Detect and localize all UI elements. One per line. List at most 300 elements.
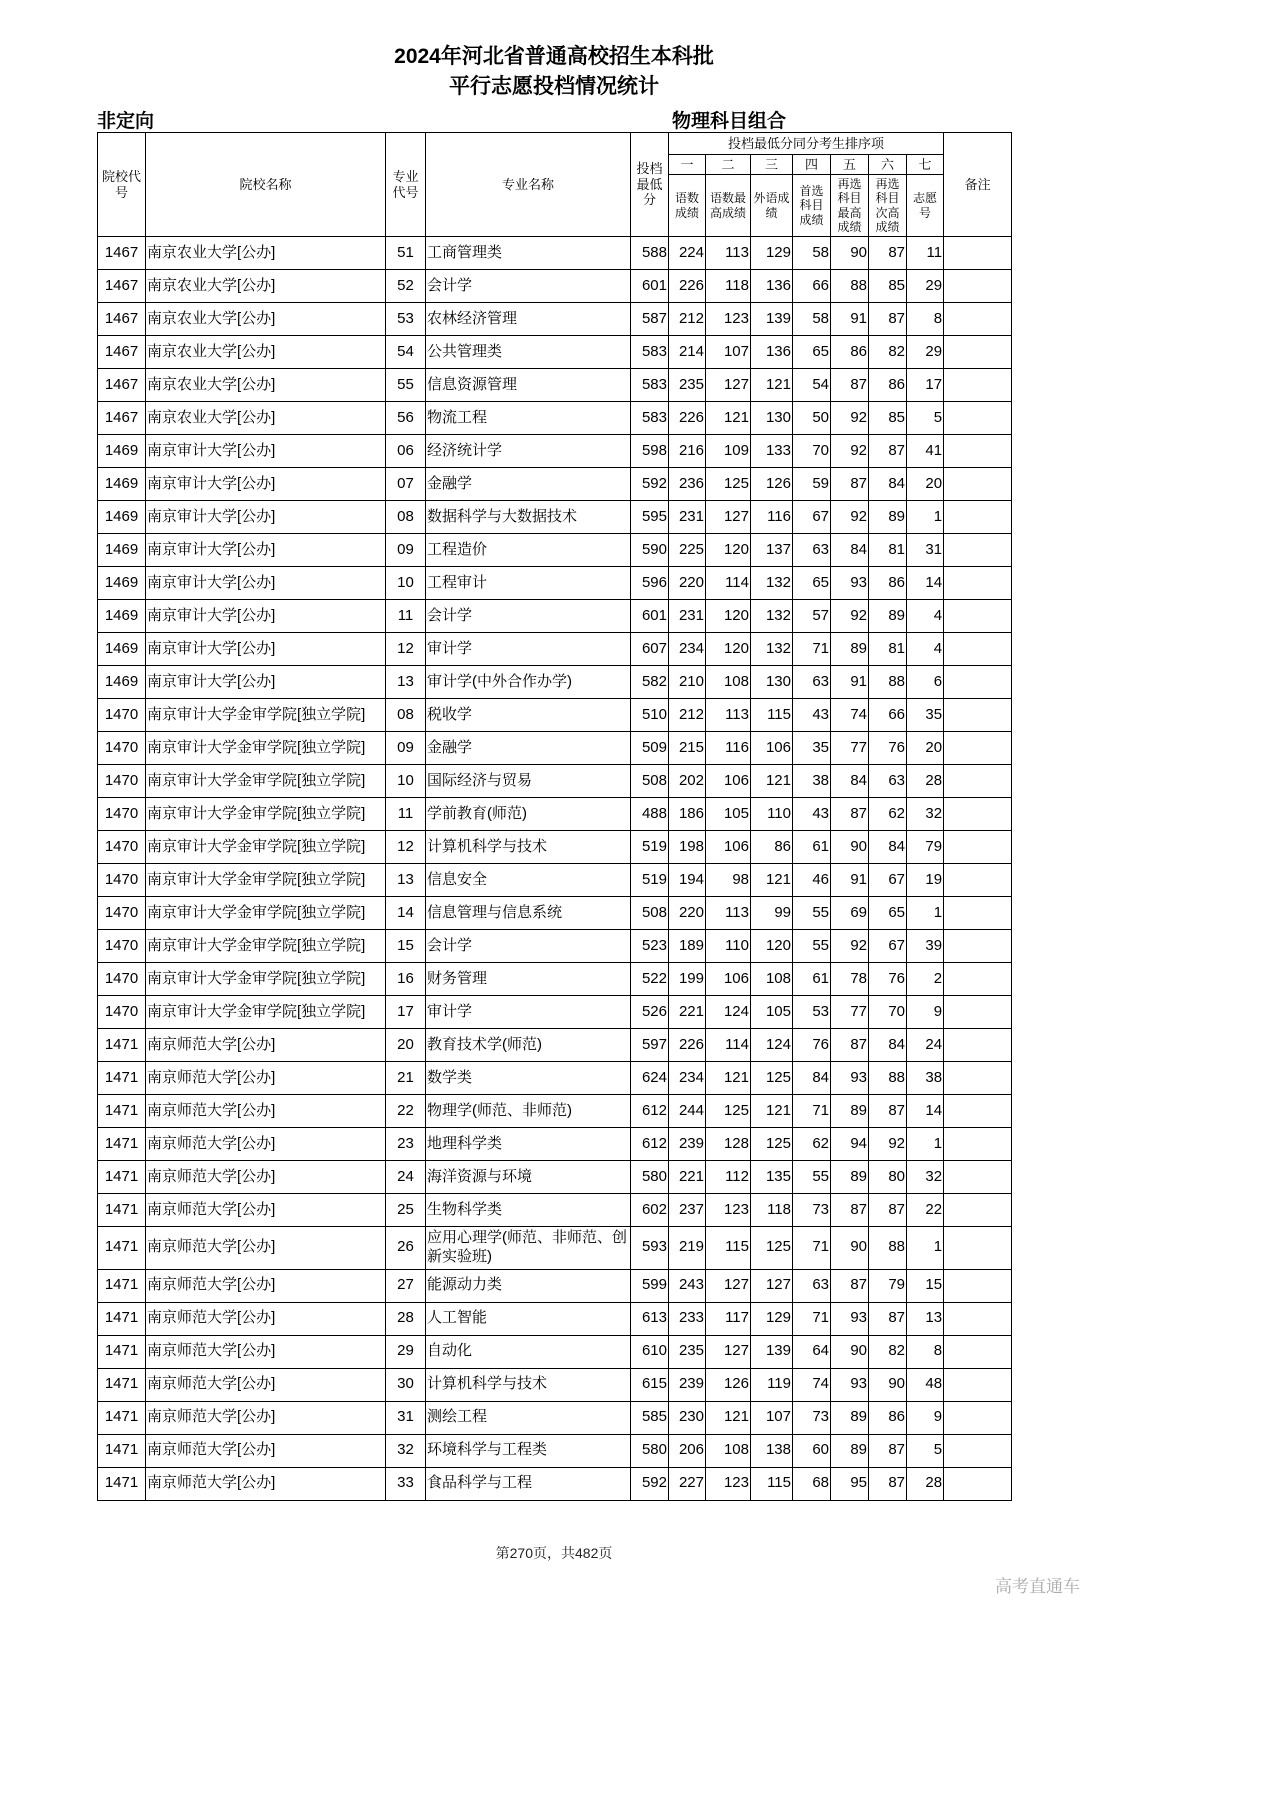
table-row <box>98 897 1012 930</box>
cell-tb1-score: 230 <box>669 1401 706 1434</box>
table-row <box>98 1095 1012 1128</box>
cell-college-name: 南京审计大学[公办] <box>146 468 386 501</box>
col-college-code: 院校代号 <box>98 133 146 237</box>
cell-tb5-score: 90 <box>831 831 869 864</box>
cell-tb2-score: 127 <box>706 1269 751 1302</box>
cell-college-name: 南京师范大学[公办] <box>146 1335 386 1368</box>
cell-tb4-score: 71 <box>793 1095 831 1128</box>
cell-college-code: 1467 <box>98 270 146 303</box>
col-min-score: 投档最低分 <box>631 133 669 237</box>
cell-tb6-score: 90 <box>869 1368 907 1401</box>
cell-college-code: 1471 <box>98 1368 146 1401</box>
cell-college-code: 1471 <box>98 1401 146 1434</box>
cell-choice-number: 38 <box>907 1062 944 1095</box>
cell-tb3-score: 139 <box>751 303 793 336</box>
table-row <box>98 996 1012 1029</box>
cell-tb6-score: 67 <box>869 930 907 963</box>
cell-major-name: 会计学 <box>426 930 631 963</box>
cell-tb2-score: 121 <box>706 1401 751 1434</box>
cell-tb4-score: 43 <box>793 798 831 831</box>
cell-major-code: 33 <box>386 1467 426 1500</box>
subheader <box>97 104 1011 132</box>
cell-tb3-score: 99 <box>751 897 793 930</box>
cell-college-name: 南京师范大学[公办] <box>146 1302 386 1335</box>
cell-major-code: 10 <box>386 567 426 600</box>
cell-tb4-score: 55 <box>793 930 831 963</box>
cell-tb2-score: 106 <box>706 831 751 864</box>
cell-college-name: 南京农业大学[公办] <box>146 402 386 435</box>
page-content <box>97 42 1011 1563</box>
cell-college-name: 南京师范大学[公办] <box>146 1401 386 1434</box>
cell-major-name: 经济统计学 <box>426 435 631 468</box>
cell-choice-number: 32 <box>907 798 944 831</box>
cell-major-code: 21 <box>386 1062 426 1095</box>
cell-tb6-score: 87 <box>869 1095 907 1128</box>
cell-college-name: 南京师范大学[公办] <box>146 1467 386 1500</box>
cell-college-name: 南京师范大学[公办] <box>146 1269 386 1302</box>
cell-college-code: 1471 <box>98 1161 146 1194</box>
cell-choice-number: 39 <box>907 930 944 963</box>
cell-college-name: 南京师范大学[公办] <box>146 1227 386 1270</box>
cell-major-code: 06 <box>386 435 426 468</box>
cell-tb4-score: 70 <box>793 435 831 468</box>
cell-tb3-score: 130 <box>751 666 793 699</box>
cell-tb1-score: 231 <box>669 501 706 534</box>
cell-min-score: 599 <box>631 1269 669 1302</box>
rank-num-3: 三 <box>751 155 793 175</box>
cell-tb1-score: 214 <box>669 336 706 369</box>
cell-tb5-score: 94 <box>831 1128 869 1161</box>
cell-tb5-score: 87 <box>831 798 869 831</box>
cell-major-code: 08 <box>386 699 426 732</box>
cell-choice-number: 2 <box>907 963 944 996</box>
cell-college-name: 南京师范大学[公办] <box>146 1194 386 1227</box>
cell-tb5-score: 87 <box>831 369 869 402</box>
cell-tb2-score: 115 <box>706 1227 751 1270</box>
cell-tb4-score: 61 <box>793 963 831 996</box>
cell-choice-number: 79 <box>907 831 944 864</box>
cell-tb2-score: 98 <box>706 864 751 897</box>
table-row <box>98 1128 1012 1161</box>
cell-tb5-score: 87 <box>831 1194 869 1227</box>
cell-college-code: 1469 <box>98 633 146 666</box>
cell-tb4-score: 71 <box>793 1227 831 1270</box>
cell-tb6-score: 87 <box>869 1302 907 1335</box>
cell-choice-number: 9 <box>907 996 944 1029</box>
cell-tb5-score: 87 <box>831 468 869 501</box>
cell-tb4-score: 62 <box>793 1128 831 1161</box>
table-row <box>98 1062 1012 1095</box>
cell-tb5-score: 77 <box>831 732 869 765</box>
cell-college-name: 南京审计大学[公办] <box>146 435 386 468</box>
cell-major-name: 应用心理学(师范、非师范、创新实验班) <box>426 1227 631 1270</box>
col-major-code: 专业代号 <box>386 133 426 237</box>
cell-tb3-score: 121 <box>751 765 793 798</box>
cell-college-name: 南京农业大学[公办] <box>146 336 386 369</box>
cell-major-name: 物理学(师范、非师范) <box>426 1095 631 1128</box>
cell-college-name: 南京审计大学[公办] <box>146 633 386 666</box>
cell-college-name: 南京审计大学金审学院[独立学院] <box>146 765 386 798</box>
cell-remark <box>944 1095 1012 1128</box>
cell-major-code: 12 <box>386 633 426 666</box>
cell-tb1-score: 221 <box>669 1161 706 1194</box>
cell-min-score: 587 <box>631 303 669 336</box>
cell-min-score: 596 <box>631 567 669 600</box>
cell-tb6-score: 85 <box>869 270 907 303</box>
cell-tb5-score: 87 <box>831 1029 869 1062</box>
cell-major-code: 09 <box>386 732 426 765</box>
cell-tb3-score: 121 <box>751 1095 793 1128</box>
table-row <box>98 1161 1012 1194</box>
cell-college-name: 南京审计大学金审学院[独立学院] <box>146 732 386 765</box>
doc-title-line1: 2024年河北省普通高校招生本科批 <box>394 45 714 68</box>
table-row <box>98 270 1012 303</box>
cell-choice-number: 32 <box>907 1161 944 1194</box>
cell-remark <box>944 1194 1012 1227</box>
cell-major-name: 农林经济管理 <box>426 303 631 336</box>
cell-tb1-score: 243 <box>669 1269 706 1302</box>
cell-tb6-score: 65 <box>869 897 907 930</box>
cell-choice-number: 28 <box>907 1467 944 1500</box>
cell-major-code: 20 <box>386 1029 426 1062</box>
cell-remark <box>944 567 1012 600</box>
cell-major-name: 能源动力类 <box>426 1269 631 1302</box>
cell-college-name: 南京农业大学[公办] <box>146 369 386 402</box>
cell-college-name: 南京审计大学金审学院[独立学院] <box>146 699 386 732</box>
cell-tb3-score: 126 <box>751 468 793 501</box>
cell-min-score: 601 <box>631 270 669 303</box>
cell-choice-number: 48 <box>907 1368 944 1401</box>
cell-tb1-score: 225 <box>669 534 706 567</box>
cell-choice-number: 1 <box>907 1227 944 1270</box>
cell-tb2-score: 125 <box>706 468 751 501</box>
cell-tb1-score: 226 <box>669 402 706 435</box>
cell-remark <box>944 1335 1012 1368</box>
table-row <box>98 765 1012 798</box>
cell-tb1-score: 199 <box>669 963 706 996</box>
table-row <box>98 1467 1012 1500</box>
cell-tb2-score: 127 <box>706 369 751 402</box>
cell-tb2-score: 118 <box>706 270 751 303</box>
cell-choice-number: 1 <box>907 501 944 534</box>
cell-major-name: 测绘工程 <box>426 1401 631 1434</box>
cell-college-name: 南京审计大学[公办] <box>146 600 386 633</box>
cell-college-code: 1469 <box>98 435 146 468</box>
cell-choice-number: 22 <box>907 1194 944 1227</box>
cell-college-name: 南京审计大学金审学院[独立学院] <box>146 963 386 996</box>
cell-choice-number: 4 <box>907 633 944 666</box>
cell-tb5-score: 78 <box>831 963 869 996</box>
cell-college-code: 1470 <box>98 765 146 798</box>
cell-tb5-score: 88 <box>831 270 869 303</box>
table-row <box>98 831 1012 864</box>
cell-tb6-score: 87 <box>869 1467 907 1500</box>
cell-remark <box>944 435 1012 468</box>
cell-major-name: 税收学 <box>426 699 631 732</box>
cell-tb5-score: 92 <box>831 435 869 468</box>
cell-college-code: 1467 <box>98 369 146 402</box>
cell-tb4-score: 58 <box>793 237 831 270</box>
cell-min-score: 598 <box>631 435 669 468</box>
cell-tb6-score: 70 <box>869 996 907 1029</box>
cell-college-code: 1471 <box>98 1269 146 1302</box>
cell-college-code: 1467 <box>98 336 146 369</box>
cell-college-code: 1470 <box>98 798 146 831</box>
cell-college-name: 南京审计大学金审学院[独立学院] <box>146 831 386 864</box>
cell-remark <box>944 765 1012 798</box>
cell-tb5-score: 92 <box>831 501 869 534</box>
table-header <box>98 133 1012 237</box>
cell-major-name: 自动化 <box>426 1335 631 1368</box>
cell-tb5-score: 93 <box>831 1062 869 1095</box>
cell-tb2-score: 109 <box>706 435 751 468</box>
table-row <box>98 468 1012 501</box>
cell-college-name: 南京审计大学[公办] <box>146 501 386 534</box>
cell-tb4-score: 65 <box>793 336 831 369</box>
cell-tb1-score: 210 <box>669 666 706 699</box>
cell-remark <box>944 1128 1012 1161</box>
cell-choice-number: 31 <box>907 534 944 567</box>
cell-tb1-score: 237 <box>669 1194 706 1227</box>
cell-college-code: 1471 <box>98 1062 146 1095</box>
cell-tb1-score: 221 <box>669 996 706 1029</box>
cell-tb5-score: 89 <box>831 633 869 666</box>
cell-tb2-score: 123 <box>706 1467 751 1500</box>
cell-choice-number: 15 <box>907 1269 944 1302</box>
cell-tb4-score: 67 <box>793 501 831 534</box>
cell-tb5-score: 69 <box>831 897 869 930</box>
cell-tb6-score: 89 <box>869 501 907 534</box>
cell-remark <box>944 732 1012 765</box>
cell-college-name: 南京审计大学金审学院[独立学院] <box>146 897 386 930</box>
cell-tb2-score: 125 <box>706 1095 751 1128</box>
cell-major-name: 计算机科学与技术 <box>426 831 631 864</box>
cell-major-code: 25 <box>386 1194 426 1227</box>
rank-num-7: 七 <box>907 155 944 175</box>
cell-tb3-score: 121 <box>751 369 793 402</box>
cell-major-name: 生物科学类 <box>426 1194 631 1227</box>
cell-tb6-score: 84 <box>869 1029 907 1062</box>
cell-college-code: 1469 <box>98 600 146 633</box>
cell-tb1-score: 206 <box>669 1434 706 1467</box>
subject-group-label: 物理科目组合 <box>672 111 787 132</box>
cell-tb3-score: 110 <box>751 798 793 831</box>
cell-college-name: 南京农业大学[公办] <box>146 303 386 336</box>
cell-tb2-score: 108 <box>706 666 751 699</box>
cell-college-code: 1470 <box>98 864 146 897</box>
cell-major-name: 财务管理 <box>426 963 631 996</box>
cell-tb6-score: 84 <box>869 468 907 501</box>
cell-choice-number: 8 <box>907 303 944 336</box>
cell-min-score: 590 <box>631 534 669 567</box>
cell-remark <box>944 864 1012 897</box>
cell-tb6-score: 87 <box>869 435 907 468</box>
cell-tb6-score: 84 <box>869 831 907 864</box>
cell-college-name: 南京师范大学[公办] <box>146 1128 386 1161</box>
cell-college-code: 1469 <box>98 666 146 699</box>
table-row <box>98 1227 1012 1270</box>
cell-min-score: 592 <box>631 468 669 501</box>
cell-tb3-score: 132 <box>751 633 793 666</box>
table-row <box>98 666 1012 699</box>
cell-college-name: 南京师范大学[公办] <box>146 1434 386 1467</box>
cell-tb6-score: 86 <box>869 567 907 600</box>
cell-tb6-score: 67 <box>869 864 907 897</box>
cell-tb6-score: 86 <box>869 1401 907 1434</box>
cell-tb3-score: 132 <box>751 567 793 600</box>
cell-tb2-score: 107 <box>706 336 751 369</box>
cell-tb1-score: 244 <box>669 1095 706 1128</box>
cell-remark <box>944 402 1012 435</box>
cell-college-code: 1470 <box>98 732 146 765</box>
cell-min-score: 580 <box>631 1434 669 1467</box>
cell-college-name: 南京审计大学[公办] <box>146 534 386 567</box>
cell-college-name: 南京农业大学[公办] <box>146 270 386 303</box>
cell-remark <box>944 699 1012 732</box>
cell-major-name: 公共管理类 <box>426 336 631 369</box>
cell-tb3-score: 139 <box>751 1335 793 1368</box>
table-row <box>98 1401 1012 1434</box>
cell-tb5-score: 90 <box>831 237 869 270</box>
cell-choice-number: 5 <box>907 1434 944 1467</box>
cell-tb1-score: 220 <box>669 897 706 930</box>
cell-college-name: 南京审计大学金审学院[独立学院] <box>146 930 386 963</box>
cell-college-code: 1467 <box>98 303 146 336</box>
cell-tb5-score: 90 <box>831 1335 869 1368</box>
cell-tb5-score: 84 <box>831 534 869 567</box>
cell-remark <box>944 963 1012 996</box>
table-row <box>98 567 1012 600</box>
cell-tb5-score: 93 <box>831 1368 869 1401</box>
cell-choice-number: 1 <box>907 897 944 930</box>
cell-tb2-score: 120 <box>706 600 751 633</box>
table-row <box>98 501 1012 534</box>
cell-major-code: 22 <box>386 1095 426 1128</box>
cell-remark <box>944 1227 1012 1270</box>
cell-tb4-score: 54 <box>793 369 831 402</box>
cell-tb3-score: 86 <box>751 831 793 864</box>
cell-major-name: 会计学 <box>426 600 631 633</box>
cell-tb5-score: 93 <box>831 1302 869 1335</box>
cell-remark <box>944 1467 1012 1500</box>
cell-remark <box>944 1434 1012 1467</box>
table-row <box>98 1194 1012 1227</box>
admission-table <box>97 132 1012 1501</box>
cell-major-code: 53 <box>386 303 426 336</box>
table-row <box>98 1029 1012 1062</box>
rank-label-3: 外语成绩 <box>751 175 793 237</box>
cell-tb6-score: 76 <box>869 732 907 765</box>
cell-tb3-score: 127 <box>751 1269 793 1302</box>
cell-tb6-score: 87 <box>869 303 907 336</box>
cell-tb3-score: 129 <box>751 1302 793 1335</box>
cell-remark <box>944 600 1012 633</box>
cell-tb3-score: 107 <box>751 1401 793 1434</box>
cell-tb2-score: 123 <box>706 303 751 336</box>
cell-tb4-score: 63 <box>793 534 831 567</box>
cell-tb2-score: 127 <box>706 501 751 534</box>
cell-tb2-score: 128 <box>706 1128 751 1161</box>
cell-college-name: 南京师范大学[公办] <box>146 1029 386 1062</box>
cell-min-score: 597 <box>631 1029 669 1062</box>
cell-remark <box>944 270 1012 303</box>
cell-major-code: 28 <box>386 1302 426 1335</box>
cell-major-code: 54 <box>386 336 426 369</box>
cell-remark <box>944 1029 1012 1062</box>
cell-tb6-score: 62 <box>869 798 907 831</box>
cell-tb3-score: 120 <box>751 930 793 963</box>
cell-college-code: 1471 <box>98 1095 146 1128</box>
cell-major-code: 12 <box>386 831 426 864</box>
cell-tb5-score: 74 <box>831 699 869 732</box>
cell-choice-number: 20 <box>907 468 944 501</box>
table-row <box>98 1302 1012 1335</box>
cell-min-score: 607 <box>631 633 669 666</box>
cell-major-name: 工程审计 <box>426 567 631 600</box>
cell-choice-number: 20 <box>907 732 944 765</box>
cell-tb3-score: 121 <box>751 864 793 897</box>
cell-major-name: 工程造价 <box>426 534 631 567</box>
cell-college-name: 南京师范大学[公办] <box>146 1095 386 1128</box>
cell-remark <box>944 336 1012 369</box>
cell-major-code: 27 <box>386 1269 426 1302</box>
cell-college-code: 1469 <box>98 468 146 501</box>
cell-major-code: 52 <box>386 270 426 303</box>
cell-min-score: 624 <box>631 1062 669 1095</box>
cell-college-name: 南京审计大学[公办] <box>146 666 386 699</box>
cell-min-score: 488 <box>631 798 669 831</box>
cell-tb2-score: 126 <box>706 1368 751 1401</box>
cell-major-name: 计算机科学与技术 <box>426 1368 631 1401</box>
cell-major-name: 信息管理与信息系统 <box>426 897 631 930</box>
cell-remark <box>944 237 1012 270</box>
doc-title <box>97 42 1011 102</box>
orientation-label: 非定向 <box>97 111 155 132</box>
cell-tb6-score: 88 <box>869 1227 907 1270</box>
cell-major-code: 11 <box>386 600 426 633</box>
cell-tb6-score: 92 <box>869 1128 907 1161</box>
cell-college-name: 南京师范大学[公办] <box>146 1368 386 1401</box>
rank-num-1: 一 <box>669 155 706 175</box>
cell-college-code: 1470 <box>98 963 146 996</box>
cell-tb1-score: 235 <box>669 369 706 402</box>
cell-tb5-score: 77 <box>831 996 869 1029</box>
cell-tb1-score: 202 <box>669 765 706 798</box>
cell-college-code: 1471 <box>98 1335 146 1368</box>
cell-tb6-score: 82 <box>869 1335 907 1368</box>
cell-remark <box>944 1269 1012 1302</box>
cell-major-name: 食品科学与工程 <box>426 1467 631 1500</box>
cell-min-score: 593 <box>631 1227 669 1270</box>
cell-major-code: 30 <box>386 1368 426 1401</box>
cell-tb5-score: 92 <box>831 930 869 963</box>
cell-tb1-score: 239 <box>669 1368 706 1401</box>
cell-tb5-score: 89 <box>831 1161 869 1194</box>
cell-tb4-score: 76 <box>793 1029 831 1062</box>
cell-remark <box>944 666 1012 699</box>
cell-choice-number: 28 <box>907 765 944 798</box>
cell-choice-number: 8 <box>907 1335 944 1368</box>
rank-label-1: 语数成绩 <box>669 175 706 237</box>
cell-major-name: 审计学(中外合作办学) <box>426 666 631 699</box>
cell-choice-number: 13 <box>907 1302 944 1335</box>
cell-remark <box>944 996 1012 1029</box>
cell-tb4-score: 55 <box>793 1161 831 1194</box>
cell-remark <box>944 831 1012 864</box>
cell-college-code: 1471 <box>98 1434 146 1467</box>
cell-tb2-score: 127 <box>706 1335 751 1368</box>
cell-tb3-score: 125 <box>751 1227 793 1270</box>
